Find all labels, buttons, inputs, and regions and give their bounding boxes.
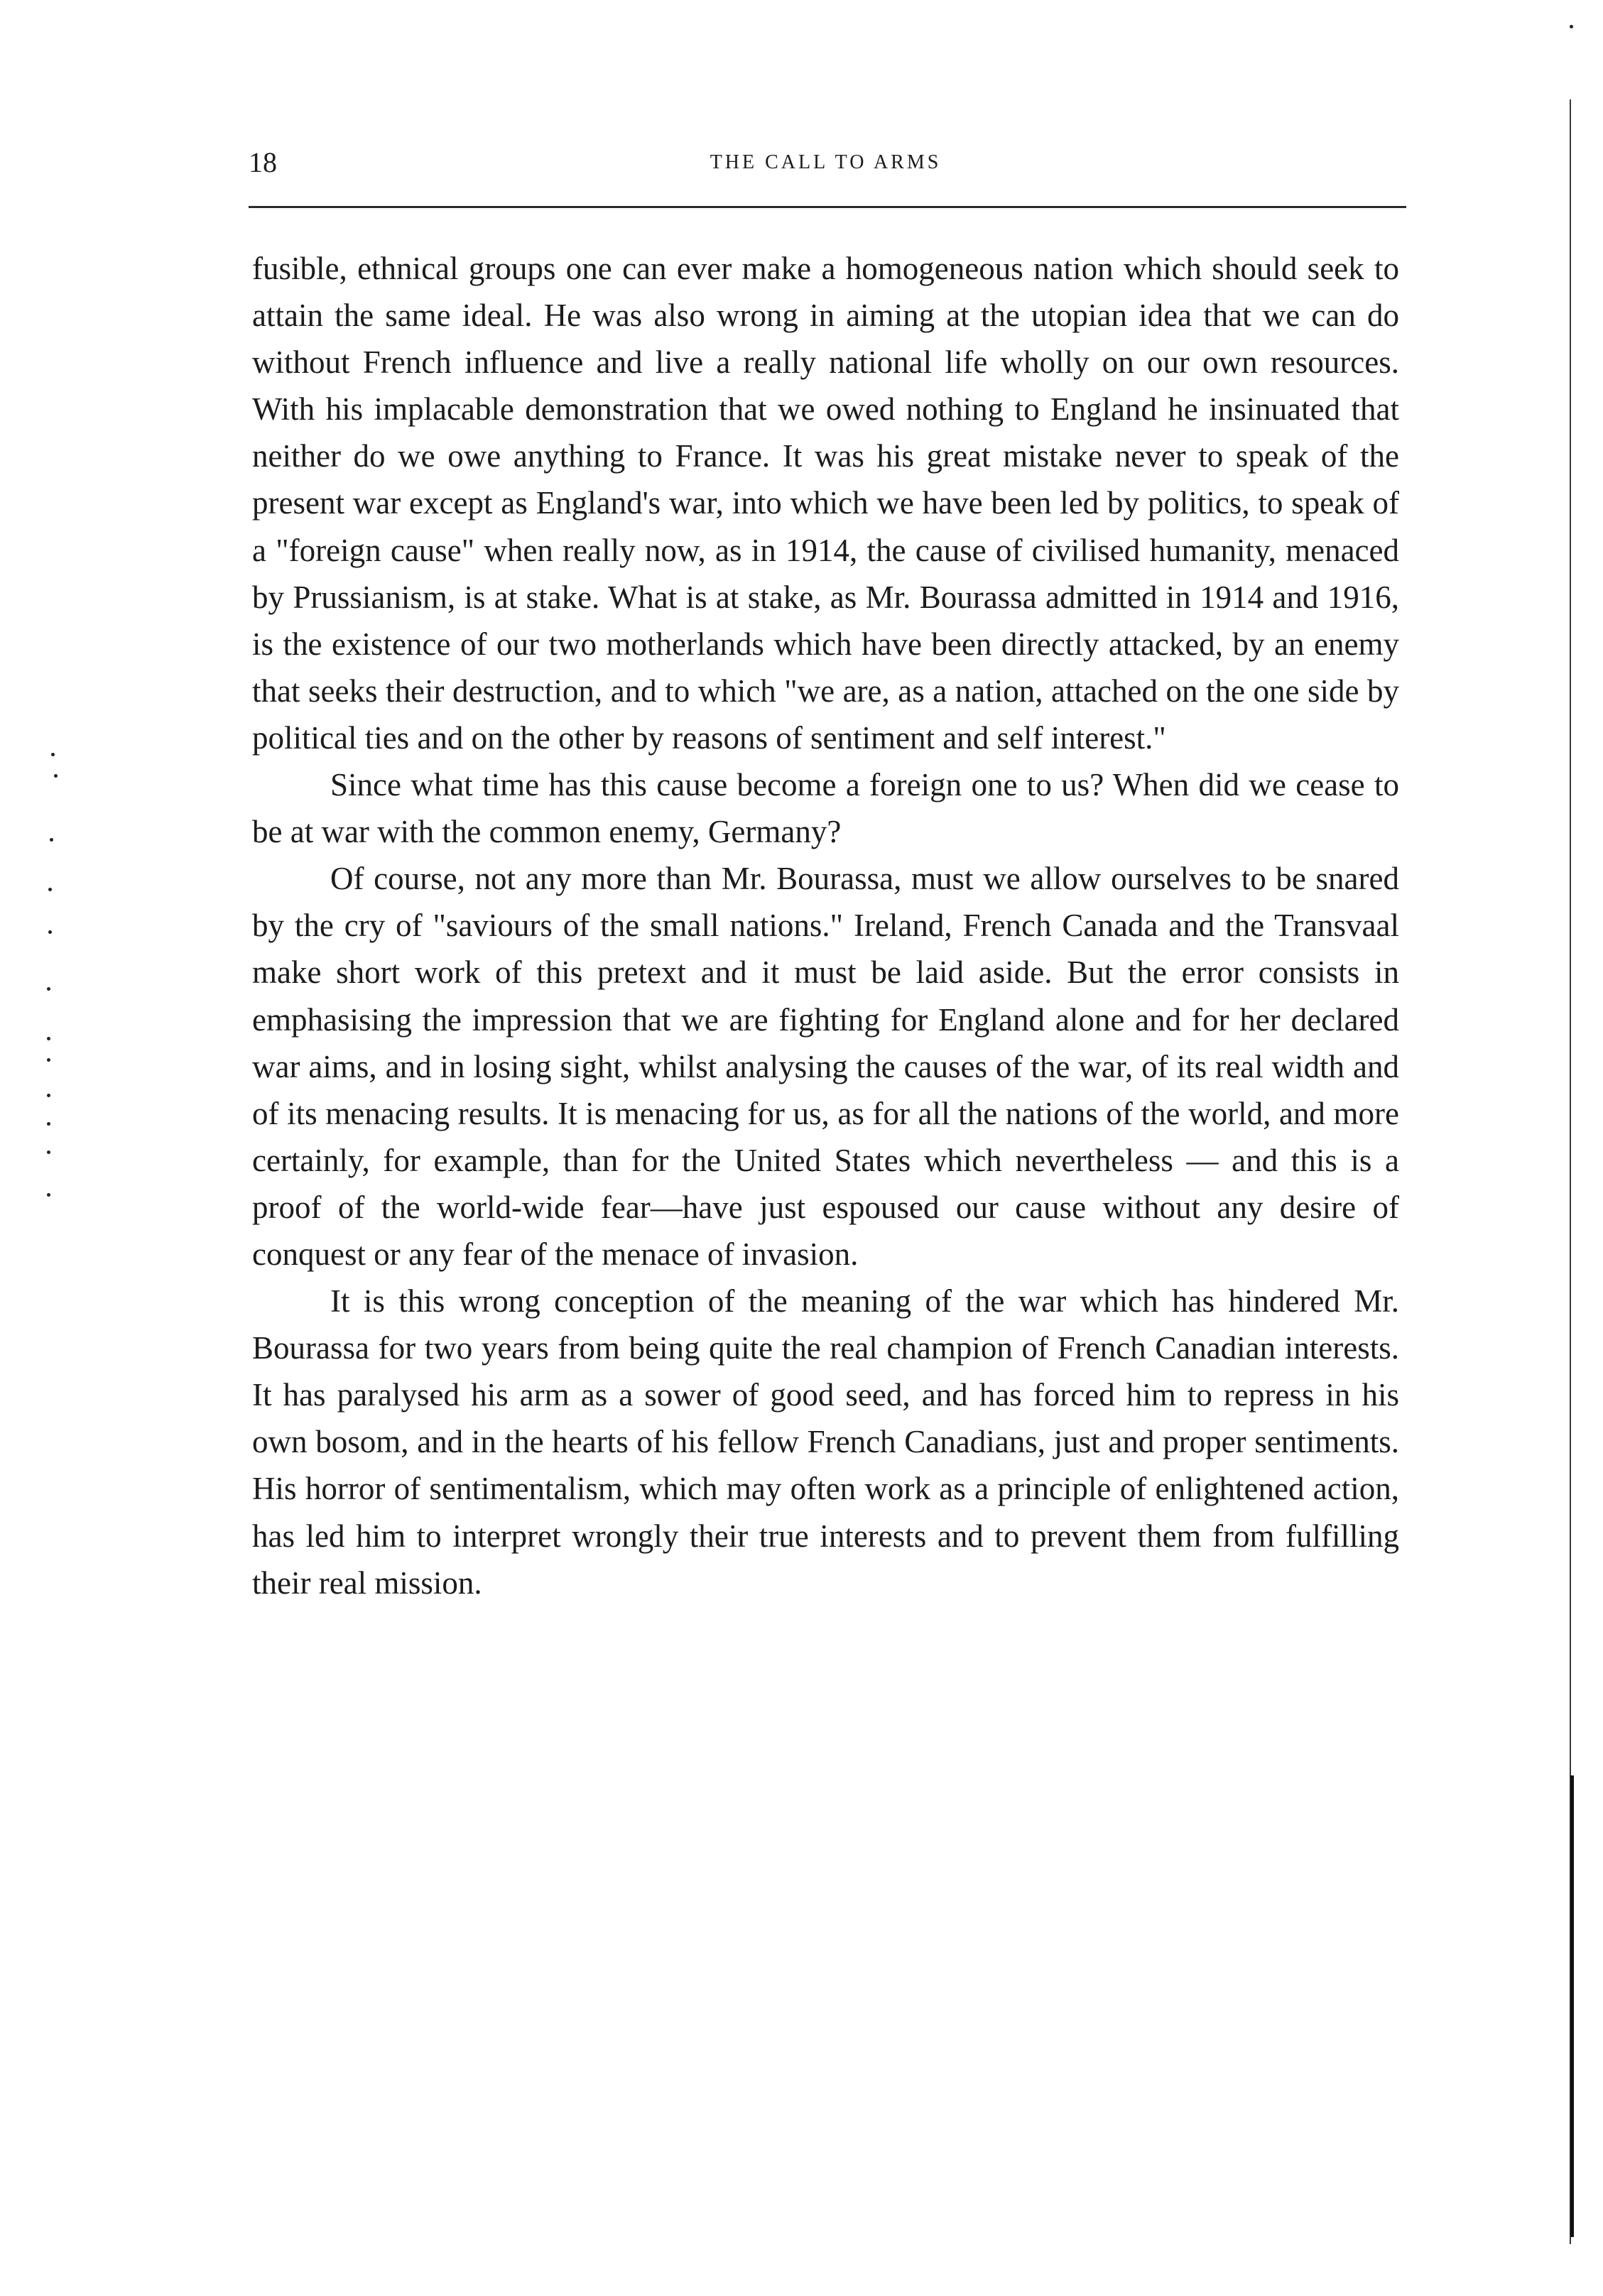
speck (47, 1094, 50, 1097)
speck (47, 987, 50, 991)
speck (47, 1150, 50, 1154)
running-title: THE CALL TO ARMS (710, 151, 942, 173)
paragraph-1: fusible, ethnical groups one can ever make a homogeneous nation which should seek to attain the same ideal. He was also wrong in aiming at the utopian idea that we can do without French influence and live a really national life wholly on our own resources. With his implacable demonstration that we owed nothing to England he insinuated that neither do we owe anything to France. It was his great mistake never to speak of the present war except as England's war, into which we have been led by politics, to speak of a "foreign cause" when really now, as in 1914, the cause of civilised humanity, menaced by Prussianism, is at stake. What is at stake, as Mr. Bourassa admitted in 1914 and 1916, is the existence of our two motherlands which have been directly attacked, by an enemy that seeks their destruction, and to which "we are, as a nation, attached on the one side by political ties and on the other by reasons of sentiment and self interest." (252, 251, 1399, 756)
paragraph-3: Of course, not any more than Mr. Bourassa, must we allow ourselves to be snared by the cry of "saviours of the small nations." Ireland, French Canada and the Transvaal make short work of this pretext and it must be laid aside. But the error consists in emphasising the impression that we are fighting for England alone and for her declared war aims, and in losing sight, whilst analysing the causes of the war, of its real width and of its menacing results. It is menacing for us, as for all the nations of the world, and more certainly, for example, than for the United States which nevertheless — and this is a proof of the world-wide fear—have just espoused our cause without any desire of conquest or any fear of the menace of invasion. (252, 861, 1399, 1272)
speck (54, 774, 58, 778)
body-text (252, 245, 1399, 1606)
speck (47, 1193, 50, 1197)
scan-edge-line-heavy (1570, 1775, 1574, 2237)
paragraph-2: Since what time has this cause become a foreign one to us? When did we cease to be at war with the common enemy, Germany? (252, 767, 1399, 850)
speck (47, 1037, 50, 1040)
speck (47, 1058, 50, 1062)
speck (47, 1122, 50, 1126)
header-rule (249, 206, 1406, 208)
running-head (249, 146, 1403, 188)
page-number: 18 (249, 146, 277, 178)
paragraph-4: It is this wrong conception of the meaning of the war which has hindered Mr. Bourassa for two years from being quite the real champion of French Canadian interests. It has paralysed his arm as a sower of good seed, and has forced him to repress in his own bosom, and in the hearts of his fellow French Canadians, just and proper sentiments. His horror of sentimentalism, which may often work as a principle of enlightened action, has led him to interpret wrongly their true interests and to prevent them from fulfilling their real mission. (252, 1283, 1399, 1601)
speck (1570, 25, 1573, 28)
speck (50, 838, 53, 842)
speck (48, 930, 52, 934)
margin-specks (43, 753, 64, 1207)
speck (51, 753, 55, 756)
speck (48, 888, 52, 891)
